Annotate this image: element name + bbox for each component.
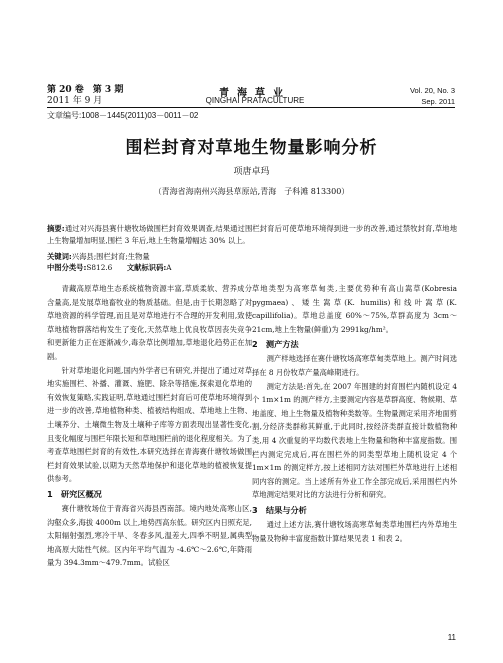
- affiliation: （青海省海南州兴海县草原站,青海 子科滩 813300）: [153, 187, 350, 196]
- author: 项唐卓玛: [233, 167, 270, 177]
- paragraph: 草地类型为高寒草甸类,主要优势种有高山嵩草(Kobresia pygmaea)、矮生嵩草(K. humilis)和线叶嵩草(K. capillifolia)。草地总盖度 60%～75%,草群高度为 3cm～21cm,地上生物量(鲜重)为 2991kg/hm²。: [252, 284, 457, 334]
- issue-date: 2011 年 9 月: [47, 96, 103, 106]
- classification-label: 中图分类号:: [47, 263, 87, 272]
- paper-title: 围栏封育对草地生物量影响分析: [125, 138, 378, 158]
- abstract: [47, 223, 457, 246]
- paragraph: 青藏高原草地生态系统植物资源丰富,草质柔软、营养成分含量高,是发展草地畜牧业的物质基础。但是,由于长期忽略了对草地资源的科学管理,而且是对草地进行不合理的开发利用,致使草地植物群落结构发生了变化,天然草地上优良牧草因丧失竞争和更新能力正在逐渐减少,毒杂草比例增加,草地退化趋势正在加剧。: [47, 284, 252, 361]
- keywords-label: 关键词:: [47, 252, 72, 261]
- keywords-text: 兴海县;围栏封育;生物量: [71, 252, 150, 261]
- volume-en: Vol. 20, No. 3: [409, 86, 455, 95]
- left-column: [47, 282, 252, 570]
- paragraph: 测定方法是:首先,在 2007 年围建的封育围栏内随机设定 4 个 1m×1m 的测产样方,主要测定内容是草群高度、物候期、草地盖度、地上生物量及植物种类数等。生物量测定采用齐地面剪割,分经济类群称其鲜重,于此同时,按经济类群直接计数植物种类,用 4 次重复的平均数代表地上生物量和物种丰富度指数。围栏内测定完成后,再在围栏外的同类型草地上随机设定 4 个 1m×1m 的测定样方,按上述相同方法对围栏外草地进行上述相同内容的测定。当上述所有外业工作全部完成后,采用围栏内外草地测定结果对比的方法进行分析和研究。: [252, 381, 457, 500]
- classification-value: S812.6: [86, 263, 113, 272]
- section-heading: 1 研究区概况: [47, 488, 102, 499]
- date-en: Sep. 2011: [421, 97, 455, 106]
- paragraph: 通过上述方法,赛什塘牧场高寒草甸类草地围栏内外草地生物量及物种丰富度指数计算结果见表 1 和表 2。: [252, 519, 457, 543]
- keywords: [47, 251, 457, 262]
- right-column: [252, 282, 457, 545]
- paragraph: 针对草地退化问题,国内外学者已有研究,并提出了通过对草地实施围栏、补播、灌溉、施肥、除杂等措施,探索退化草地的有效恢复策略,实践证明,草地通过围栏封育后可使草地环境得到进一步的改善,草地植物种类、植被结构组成、草地地上生物、土壤养分、土壤微生物及土壤种子库等方面表现出显著性变化,且变化幅度与围栏年限长短和草地围栏前的退化程度相关。为了考查草地围栏封育的有效性,本研究选择在青海赛什塘牧场做围栏封育效果试验,以期为天然草地保护和退化草地的植被恢复提供参考。: [47, 365, 252, 484]
- header-rule: [47, 107, 455, 108]
- doc-code-label: 文献标识码:: [126, 263, 167, 272]
- paragraph: 赛什塘牧场位于青海省兴海县西南部。境内地处高寒山区,沟壑众多,海拔 4000m 以上,地势西高东低。研究区内日照充足,太阳辐射强烈,寒冷干旱、冬春多风,温差大,四季不明显,属典型地高原大陆性气候。区内年平均气温为 -4.6℃～2.6℃,年降雨量为 394.3mm～479.7mm。试验区: [47, 503, 252, 568]
- journal-name-en: QINGHAI PRATACULTURE: [205, 96, 305, 105]
- abstract-label: 摘要:: [47, 224, 65, 233]
- doc-number: 文章编号:1008－1445(2011)03－0011－02: [47, 111, 199, 120]
- issue-volume: 第 20 卷 第 3 期: [47, 85, 124, 95]
- doc-code-value: A: [166, 263, 172, 272]
- journal-name: 青海草业: [219, 88, 291, 99]
- paragraph: 测产样地选择在赛什塘牧场高寒草甸类草地上。测产时间选择在 8 月份牧草产量高峰期进行。: [252, 354, 457, 377]
- section-heading: 3 结果与分析: [252, 504, 307, 515]
- page-number: 11: [447, 633, 456, 642]
- classification: [47, 262, 457, 273]
- section-heading: 2 测产方法: [252, 339, 299, 350]
- abstract-text: 通过对兴海县赛什塘牧场做围栏封育效果调查,结果通过围栏封育后可使草地环境得到进一步的改善,通过禁牧封育,草地地上生物量增加明显,围栏 3 年后,地上生物量增幅达 30% 以上。: [47, 224, 457, 245]
